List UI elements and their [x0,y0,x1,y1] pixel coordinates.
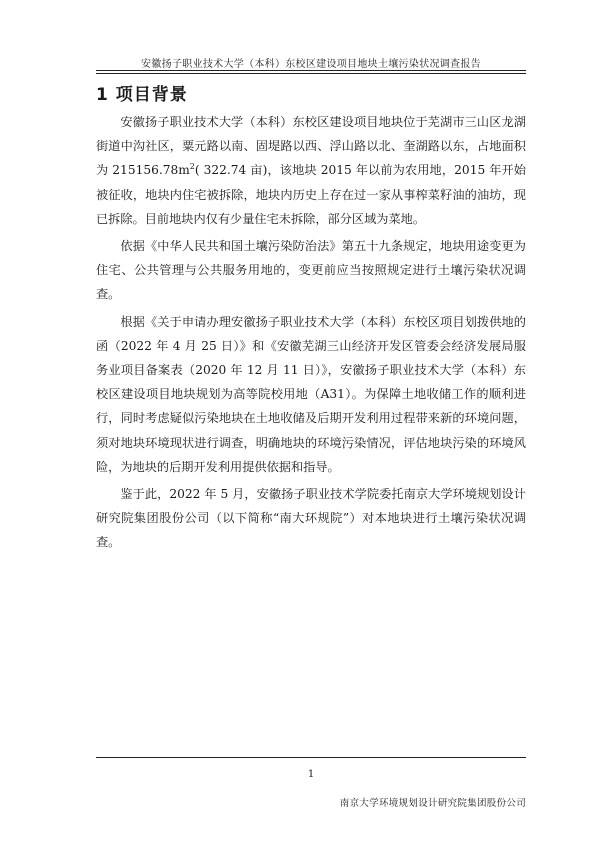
paragraph-2: 依据《中华人民共和国土壤污染防治法》第五十九条规定，地块用途变更为住宅、公共管理与公共服务用地的，变更前应当按照规定进行土壤污染状况调查。 [96,239,526,302]
paragraph-1 [96,110,526,231]
running-header: 安徽扬子职业技术大学（本科）东校区建设项目地块土壤污染状况调查报告 [141,59,481,70]
section-title: 1 项目背景 [96,85,188,105]
page-number: 1 [307,769,315,780]
body-text [96,110,526,558]
header-rule [96,70,526,71]
paragraph-4: 鉴于此，2022 年 5 月，安徽扬子职业技术学院委托南京大学环境规划设计研究院集团股份公司（以下简称“南大环规院”）对本地块进行土壤污染状况调查。 [96,487,526,550]
footer-organization: 南京大学环境规划设计研究院集团股份公司 [339,798,526,809]
footer-rule [96,757,526,758]
area-unit-superscript: 2 [189,162,195,172]
header-rule-thin [96,73,526,74]
paragraph-1-part-b: ( 322.74 亩)，该地块 2015 年以前为农用地，2015 年开始被征收，地块内住宅被拆除，地块内历史上存在过一家从事榨菜籽油的油坊，现已拆除。目前地块内仅有少量住宅未拆除，部分区域为菜地。 [96,163,526,226]
paragraph-3: 根据《关于申请办理安徽扬子职业技术大学（本科）东校区项目划拨供地的函（2022 年 4 月 25 日）》和《安徽芜湖三山经济开发区管委会经济发展局服务业项目备案表（2020 年 12 月 11 日）》，安徽扬子职业技术大学（本科）东校区建设项目地块规划为高等院校用地（A31）。为保障土地收储工作的顺利进行，同时考虑疑似污染地块在土地收储及后期开发利用过程带来新的环境问题，须对地块环境现状进行调查，明确地块的环境污染情况，评估地块污染的环境风险，为地块的后期开发利用提供依据和指导。 [96,314,526,474]
paragraph-1-part-a: 安徽扬子职业技术大学（本科）东校区建设项目地块位于芜湖市三山区龙湖街道中沟社区，粟元路以南、固堤路以西、浮山路以北、奎湖路以东，占地面积为 215156.78m [96,115,526,178]
